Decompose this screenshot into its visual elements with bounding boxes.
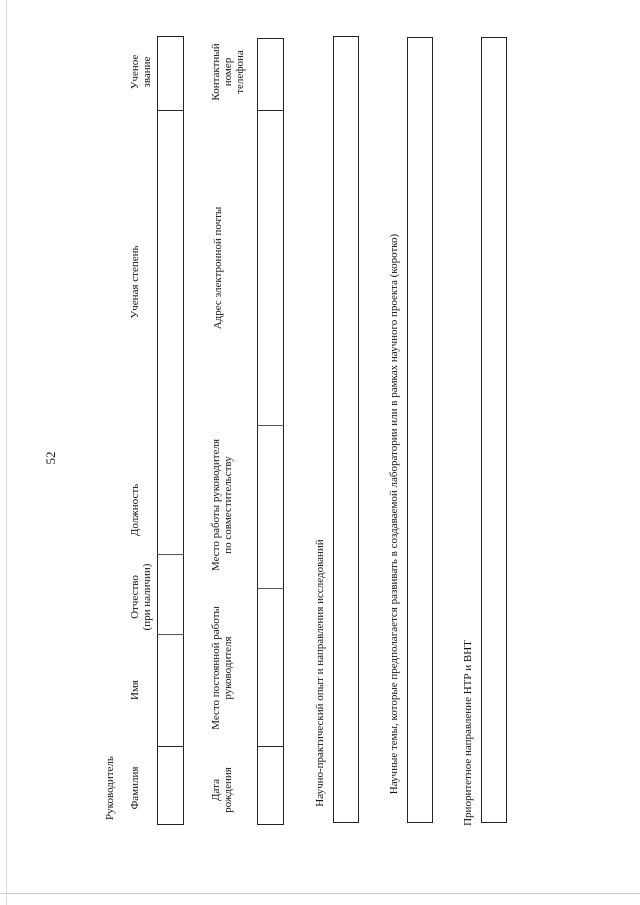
header-patronymic: Отчество (при наличии): [129, 563, 153, 631]
scan-edge: [6, 0, 7, 905]
leader-contact-row[interactable]: [257, 38, 284, 825]
header-degree: Ученая степень: [129, 245, 141, 319]
priority-field[interactable]: [481, 37, 507, 823]
header-position: Должность: [129, 483, 141, 537]
header-phone: Контактный номер телефона: [210, 43, 246, 101]
cell-divider: [257, 588, 284, 589]
leader-data-row[interactable]: [157, 36, 184, 825]
cell-divider: [157, 110, 184, 111]
experience-label: Научно-практический опыт и направления исследований: [314, 539, 326, 807]
cell-divider: [257, 425, 284, 426]
header-academic-title: Ученое звание: [129, 54, 153, 90]
header-secondary-workplace: Место работы руководителя по совместительству: [210, 438, 234, 572]
header-surname: Фамилия: [129, 766, 141, 810]
cell-divider: [157, 554, 184, 555]
cell-divider: [257, 110, 284, 111]
cell-divider: [157, 634, 184, 635]
page-number: 52: [43, 451, 58, 465]
header-email: Адрес электронной почты: [212, 206, 224, 330]
cell-divider: [157, 746, 184, 747]
experience-field[interactable]: [333, 36, 359, 823]
header-main-workplace: Место постоянной работы руководителя: [210, 606, 234, 730]
priority-label: Приоритетное направление НТР и ВНТ: [462, 640, 474, 826]
header-name: Имя: [129, 680, 141, 700]
topics-label: Научные темы, которые предполагается развивать в создаваемой лаборатории или в рамках научного проекта (коротко): [388, 233, 400, 795]
cell-divider: [257, 746, 284, 747]
scan-edge: [0, 893, 640, 894]
header-birthdate: Дата рождения: [210, 767, 234, 813]
section-title: Руководитель: [104, 756, 116, 820]
topics-field[interactable]: [407, 37, 433, 823]
